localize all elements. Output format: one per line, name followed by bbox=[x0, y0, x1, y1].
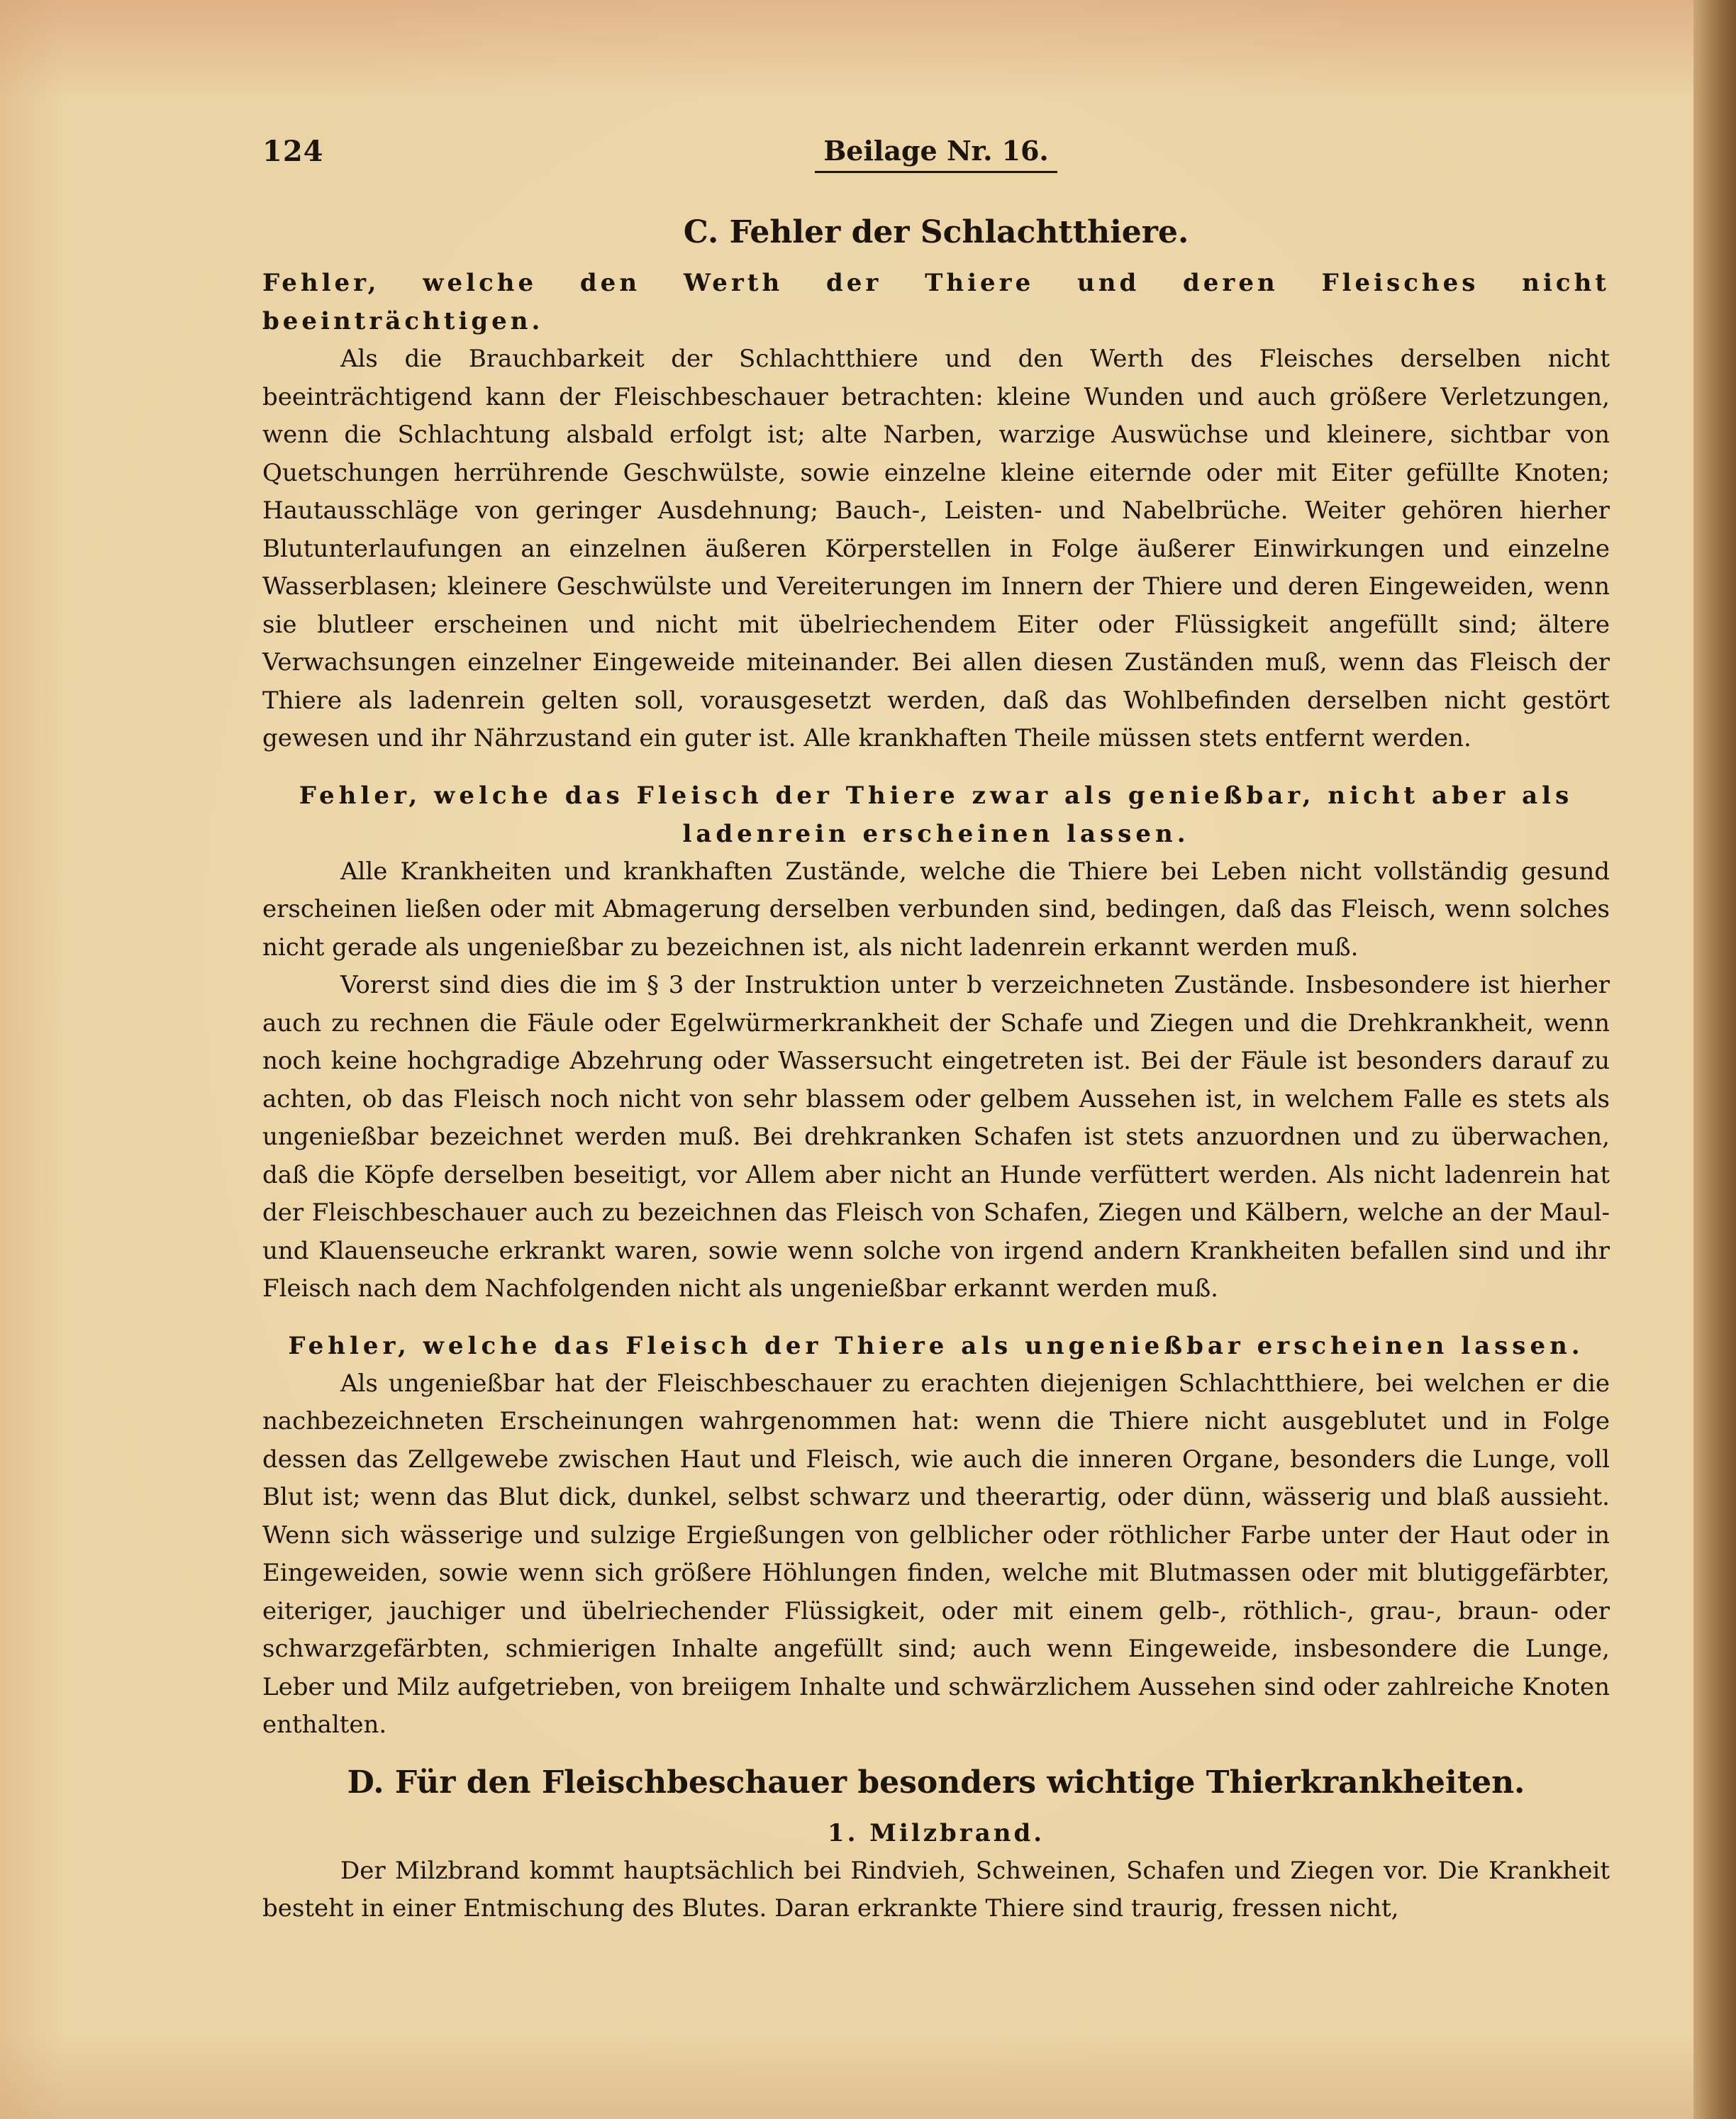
milzbrand-heading: 1. Milzbrand. bbox=[827, 1818, 1045, 1847]
subsection-2-paragraph-1: Alle Krankheiten und krankhaften Zustände, welche die Thiere bei Leben nicht vollständig gesund erscheinen ließen oder mit Abmagerung derselben verbunden sind, bedingen, daß das Fleisch, wenn solches nicht gerade als ungenießbar zu bezeichnen ist, als nicht ladenrein erkannt werden muß. bbox=[262, 857, 1610, 962]
subsection-2-title-line2: ladenrein erscheinen lassen. bbox=[682, 819, 1190, 848]
running-title: Beilage Nr. 16. bbox=[815, 135, 1057, 173]
page-number: 124 bbox=[262, 135, 324, 168]
section-d-title: D. Für den Fleischbeschauer besonders wichtige Thierkrankheiten. bbox=[347, 1764, 1525, 1801]
page-content bbox=[262, 213, 1610, 1928]
milzbrand-paragraph: Der Milzbrand kommt hauptsächlich bei Rindvieh, Schweinen, Schafen und Ziegen vor. Die Krankheit besteht in einer Entmischung des Blutes. Daran erkrankte Thiere sind traurig, fressen nicht, bbox=[262, 1856, 1610, 1923]
page-edge-shadow bbox=[1693, 0, 1736, 2119]
subsection-2-paragraph-2: Vorerst sind dies die im § 3 der Instruktion unter b verzeichneten Zustände. Insbesondere ist hierher auch zu rechnen die Fäule oder Egelwürmerkrankheit der Schafe und Ziegen und die Drehkrankheit, wenn noch keine hochgradige Abzehrung oder Wassersucht eingetreten ist. Bei der Fäule ist besonders darauf zu achten, ob das Fleisch noch nicht von sehr blassem oder gelbem Aussehen ist, in welchem Falle es stets als ungenießbar bezeichnet werden muß. Bei drehkranken Schafen ist stets anzuordnen und zu überwachen, daß die Köpfe derselben beseitigt, vor Allem aber nicht an Hunde verfüttert werden. Als nicht ladenrein hat der Fleischbeschauer auch zu bezeichnen das Fleisch von Schafen, Ziegen und Kälbern, welche an der Maul- und Klauenseuche erkrankt waren, sowie wenn solche von irgend andern Krankheiten befallen sind und ihr Fleisch nach dem Nachfolgenden nicht als ungenießbar erkannt werden muß. bbox=[262, 971, 1610, 1303]
subsection-3-title: Fehler, welche das Fleisch der Thiere als ungenießbar erscheinen lassen. bbox=[288, 1331, 1584, 1360]
page-header bbox=[262, 135, 1610, 177]
section-c-title: C. Fehler der Schlachtthiere. bbox=[683, 214, 1189, 250]
subsection-1-paragraph: Als die Brauchbarkeit der Schlachtthiere und den Werth des Fleisches derselben nicht beeinträchtigend kann der Fleischbeschauer betrachten: kleine Wunden und auch größere Verletzungen, wenn die Schlachtung alsbald erfolgt ist; alte Narben, warzige Auswüchse und kleinere, sichtbar von Quetschungen herrührende Geschwülste, sowie einzelne kleine eiternde oder mit Eiter gefüllte Knoten; Hautausschläge von geringer Ausdehnung; Bauch-, Leisten- und Nabelbrüche. Weiter gehören hierher Blutunterlaufungen an einzelnen äußeren Körperstellen in Folge äußerer Einwirkungen und einzelne Wasserblasen; kleinere Geschwülste und Vereiterungen im Innern der Thiere und deren Eingeweiden, wenn sie blutleer erscheinen und nicht mit übelriechendem Eiter oder Flüssigkeit angefüllt sind; ältere Verwachsungen einzelner Eingeweide miteinander. Bei allen diesen Zuständen muß, wenn das Fleisch der Thiere als ladenrein gelten soll, vorausgesetzt werden, daß das Wohlbefinden derselben nicht gestört gewesen und ihr Nährzustand ein guter ist. Alle krankhaften Theile müssen stets entfernt werden. bbox=[262, 345, 1610, 752]
subsection-1-title: Fehler, welche den Werth der Thiere und deren Fleisches nicht beeinträchtigen. bbox=[262, 269, 1610, 335]
running-title-wrap bbox=[262, 135, 1610, 167]
subsection-3-paragraph: Als ungenießbar hat der Fleischbeschauer zu erachten diejenigen Schlachtthiere, bei welchen er die nachbezeichneten Erscheinungen wahrgenommen hat: wenn die Thiere nicht ausgeblutet und in Folge dessen das Zellgewebe zwischen Haut und Fleisch, wie auch die inneren Organe, besonders die Lunge, voll Blut ist; wenn das Blut dick, dunkel, selbst schwarz und theerartig, oder dünn, wässerig und blaß aussieht. Wenn sich wässerige und sulzige Ergießungen von gelblicher oder röthlicher Farbe unter der Haut oder in Eingeweiden, sowie wenn sich größere Höhlungen finden, welche mit Blutmassen oder mit blutiggefärbter, eiteriger, jauchiger und übelriechender Flüssigkeit, oder mit einem gelb-, röthlich-, grau-, braun- oder schwarzgefärbten, schmierigen Inhalte angefüllt sind; auch wenn Eingeweide, insbesondere die Lunge, Leber und Milz aufgetrieben, von breiigem Inhalte und schwärzlichem Aussehen sind oder zahlreiche Knoten enthalten. bbox=[262, 1369, 1610, 1739]
subsection-2-title-line1: Fehler, welche das Fleisch der Thiere zwar als genießbar, nicht aber als bbox=[299, 781, 1574, 810]
